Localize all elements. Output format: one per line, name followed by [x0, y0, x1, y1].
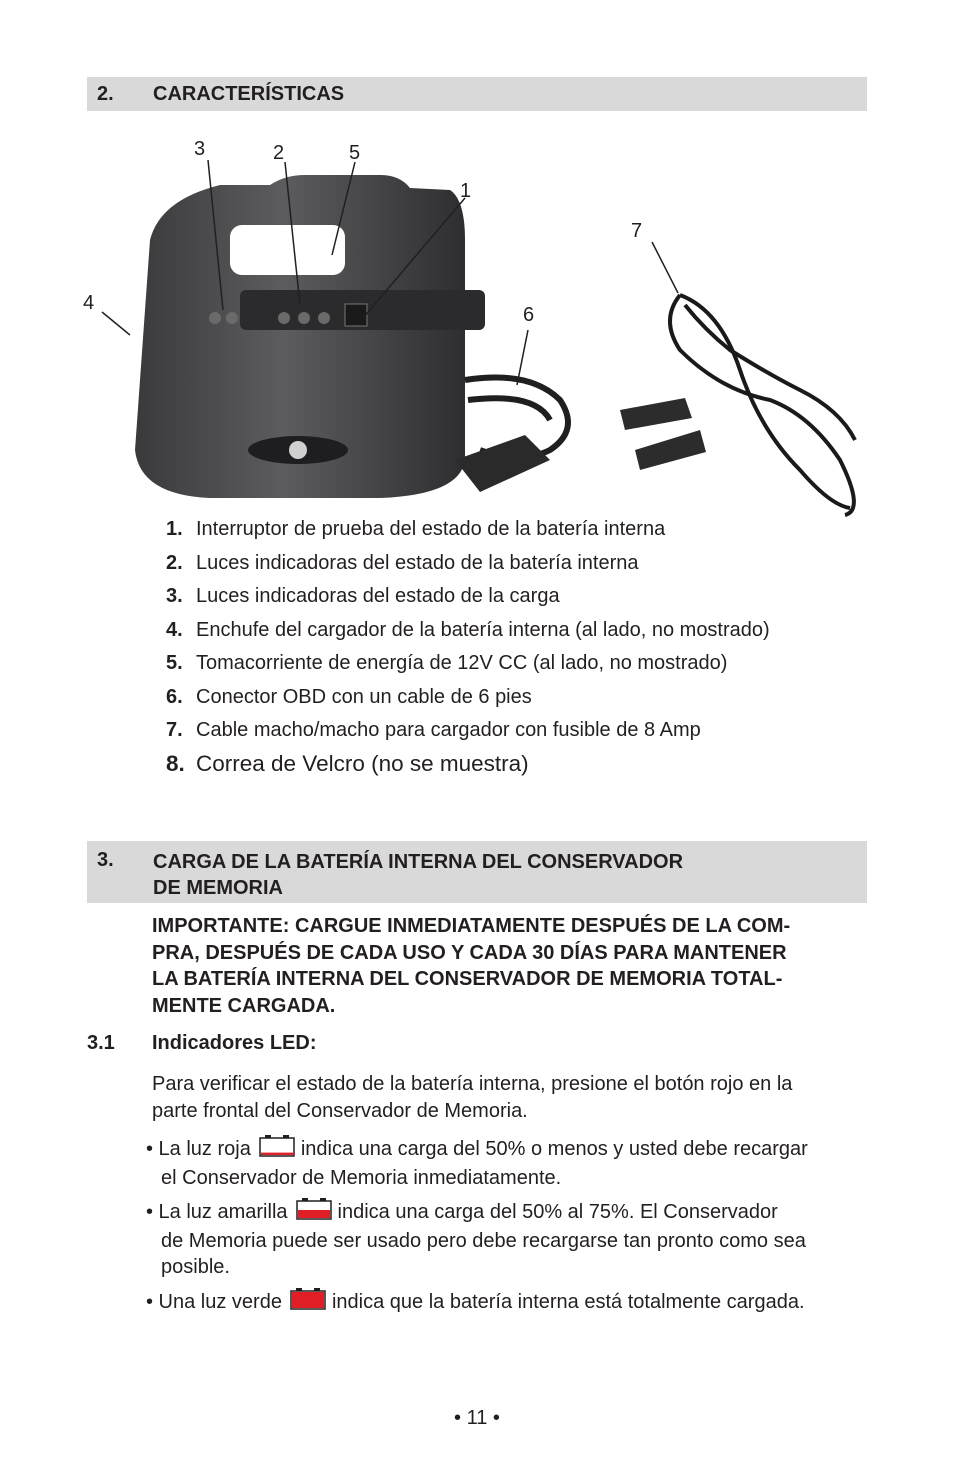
male-male-cable: [670, 295, 855, 515]
part-number: 1.: [166, 518, 183, 540]
callout-6: 6: [523, 304, 535, 326]
callout-5: 5: [349, 142, 361, 164]
bullet-red-lead: • La luz roja: [146, 1138, 251, 1161]
important-line: PRA, DESPUÉS DE CADA USO Y CADA 30 DÍAS PARA MANTENER: [152, 941, 787, 964]
subsection-title: Indicadores LED:: [152, 1032, 317, 1054]
part-item: [166, 550, 770, 584]
bullet-green-text: indica que la batería interna está totalmente cargada.: [331, 1291, 805, 1314]
battery-half-icon: [296, 1198, 332, 1228]
bullet-green-lead: • Una luz verde: [146, 1291, 282, 1314]
battery-low-icon: [259, 1135, 295, 1165]
obd-connector: [455, 435, 550, 492]
plug-lower: [635, 430, 706, 470]
important-line: MENTE CARGADA.: [152, 994, 336, 1017]
important-line: LA BATERÍA INTERNA DEL CONSERVADOR DE MEMORIA TOTAL-: [152, 968, 783, 990]
battery-fill: [261, 1153, 293, 1155]
section-2-title: CARACTERÍSTICAS: [153, 83, 345, 105]
section-3-title-line: CARGA DE LA BATERÍA INTERNA DEL CONSERVADOR: [153, 851, 684, 873]
page-number: • 11 •: [454, 1407, 500, 1429]
memory-saver-device: [135, 175, 485, 498]
part-text: Cable macho/macho para cargador con fusible de 8 Amp: [196, 719, 701, 741]
callout-3: 3: [194, 138, 206, 160]
callout-2: 2: [273, 142, 285, 164]
section-3-number: 3.: [97, 849, 114, 871]
part-item: [166, 583, 770, 617]
important-line: IMPORTANTE: CARGUE INMEDIATAMENTE DESPUÉS DE LA COM-: [152, 915, 791, 937]
intro-line: parte frontal del Conservador de Memoria.: [152, 1099, 528, 1122]
part-number: 5.: [166, 652, 183, 674]
bullet-red-text: indica una carga del 50% o menos y usted debe recargar: [300, 1138, 808, 1161]
battery-fill: [298, 1210, 330, 1218]
part-text: Interruptor de prueba del estado de la batería interna: [196, 518, 666, 540]
bullet-yellow-lead: • La luz amarilla: [146, 1201, 288, 1224]
memory-saver-illustration: [80, 130, 880, 530]
section-3-title-line: DE MEMORIA: [153, 877, 283, 899]
plug-upper: [620, 398, 692, 430]
bullet-red-light: [146, 1135, 871, 1191]
parts-list: [166, 516, 770, 784]
part-item: [166, 684, 770, 718]
section-3-title: [153, 849, 793, 901]
part-item: [166, 617, 770, 651]
part-number: 8.: [166, 750, 185, 776]
part-number: 2.: [166, 551, 183, 574]
section-2-number: 2.: [97, 83, 114, 105]
battery-fill: [292, 1292, 324, 1308]
section-2-header: [87, 77, 867, 111]
bullet-yellow-light: [146, 1198, 871, 1281]
bullet-yellow-continuation: posible.: [161, 1256, 230, 1278]
part-number: 4.: [166, 618, 183, 641]
bullet-yellow-text: indica una carga del 50% al 75%. El Conservador: [337, 1201, 778, 1224]
part-text: Luces indicadoras del estado de la batería interna: [196, 551, 639, 574]
part-item: [166, 650, 770, 684]
callout-7: 7: [631, 220, 643, 242]
bullet-green-light: [146, 1288, 871, 1318]
part-number: 6.: [166, 685, 183, 708]
battery-full-icon: [290, 1288, 326, 1318]
subsection-number: 3.1: [87, 1032, 115, 1054]
bullet-red-continuation: el Conservador de Memoria inmediatamente.: [161, 1166, 562, 1189]
callout-1: 1: [460, 180, 472, 202]
callout-4: 4: [83, 292, 95, 314]
section-3-header: [87, 841, 867, 903]
part-item: [166, 516, 770, 550]
part-text: Correa de Velcro (no se muestra): [196, 750, 529, 776]
part-text: Conector OBD con un cable de 6 pies: [196, 685, 532, 708]
part-text: Luces indicadoras del estado de la carga: [196, 585, 560, 607]
part-text: Enchufe del cargador de la batería interna (al lado, no mostrado): [196, 618, 770, 641]
intro-paragraph: [152, 1071, 867, 1124]
bullet-yellow-continuation: de Memoria puede ser usado pero debe recargarse tan pronto como sea: [161, 1229, 806, 1252]
part-number: 7.: [166, 719, 183, 741]
part-item: [166, 751, 770, 785]
important-notice: [152, 913, 862, 1019]
product-figure: [80, 130, 880, 530]
part-item: [166, 717, 770, 751]
intro-line: Para verificar el estado de la batería interna, presione el botón rojo en la: [152, 1073, 793, 1095]
part-number: 3.: [166, 585, 183, 607]
part-text: Tomacorriente de energía de 12V CC (al lado, no mostrado): [196, 652, 728, 674]
